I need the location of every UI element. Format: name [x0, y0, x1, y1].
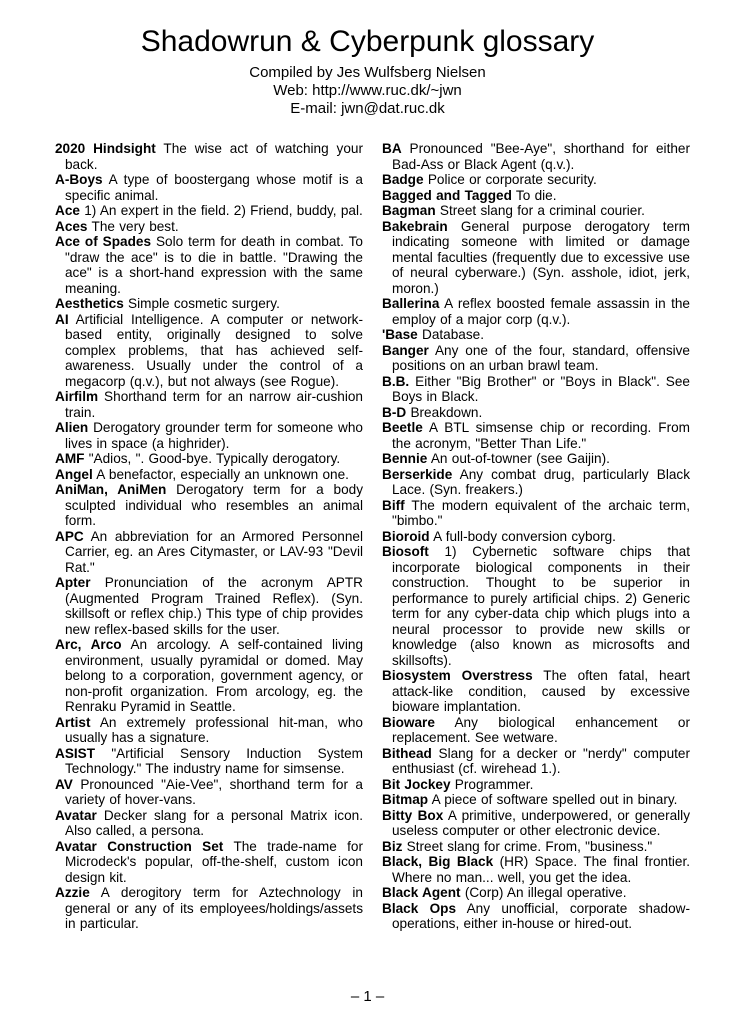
- glossary-column-right: [382, 141, 690, 932]
- glossary-entry: B.B. Either "Big Brother" or "Boys in Black". See Boys in Black.: [382, 373, 690, 404]
- glossary-entry: Avatar Decker slang for a personal Matrix icon. Also called, a persona.: [55, 807, 363, 838]
- glossary-entry: Bioroid A full-body conversion cyborg.: [382, 528, 616, 544]
- glossary-term: AV: [55, 776, 73, 792]
- glossary-entry: Bagman Street slang for a criminal courier.: [382, 203, 645, 218]
- glossary-entry: Avatar Construction Set The trade-name for Microdeck's popular, off-the-shelf, custom icon design kit.: [55, 838, 364, 885]
- glossary-entry: Ballerina A reflex boosted female assassin in the employ of a major corp (q.v.).: [382, 296, 690, 327]
- glossary-entry: Airfilm Shorthand term for an narrow air-cushion train.: [55, 389, 363, 420]
- glossary-entry: Angel A benefactor, especially an unknown one.: [55, 466, 349, 482]
- glossary-term: Biosoft: [382, 544, 429, 559]
- glossary-entry: Bennie An out-of-towner (see Gaijin).: [382, 451, 610, 466]
- glossary-entry: B-D Breakdown.: [382, 404, 483, 420]
- glossary-entry: AI Artificial Intelligence. A computer or network-based entity, originally designed to solve complex problems, that has achieved self-awareness. Usually under the control of a megacorp (q.v.), but not always (see Rogue).: [55, 311, 363, 389]
- glossary-term: Airfilm: [55, 389, 99, 404]
- glossary-term: Ace: [55, 203, 80, 218]
- compiled-by-line: Compiled by Jes Wulfsberg Nielsen: [249, 64, 486, 81]
- glossary-term: Banger: [382, 342, 429, 358]
- glossary-term: BA: [382, 141, 402, 156]
- glossary-entry: Bitty Box A primitive, underpowered, or generally useless computer or other electronic device.: [382, 807, 690, 838]
- glossary-term: Bennie: [382, 451, 428, 466]
- glossary-entry: Ace of Spades Solo term for death in combat. To "draw the ace" is to die in battle. "Drawing the ace" is a short-hand expression with the same meaning.: [55, 234, 363, 296]
- glossary-entry: Bitmap A piece of software spelled out in binary.: [382, 792, 678, 807]
- glossary-term: Bithead: [382, 745, 432, 761]
- document-header: [0, 0, 735, 118]
- glossary-term: Bagman: [382, 203, 436, 218]
- glossary-term: Alien: [55, 420, 89, 435]
- glossary-term: 'Base: [382, 327, 418, 342]
- glossary-entry: Banger Any one of the four, standard, offensive positions on an urban brawl team.: [382, 342, 690, 373]
- glossary-term: APC: [55, 528, 84, 544]
- glossary-term: Bagged and Tagged: [382, 187, 512, 203]
- glossary-term: 2020 Hindsight: [55, 141, 156, 156]
- glossary-entry: Black Agent (Corp) An illegal operative.: [382, 885, 627, 900]
- glossary-entry: 2020 Hindsight The wise act of watching your back.: [55, 141, 363, 172]
- glossary-entry: Bioware Any biological enhancement or replacement. See wetware.: [382, 714, 690, 745]
- glossary-term: Artist: [55, 714, 91, 730]
- glossary-term: Bioroid: [382, 528, 430, 544]
- glossary-term: Ballerina: [382, 296, 440, 311]
- glossary-term: Bioware: [382, 714, 435, 730]
- page-title: Shadowrun & Cyberpunk glossary: [140, 25, 595, 58]
- glossary-term: Arc, Arco: [55, 637, 122, 652]
- glossary-term: Azzie: [55, 885, 90, 900]
- glossary-entry: BA Pronounced "Bee-Aye", shorthand for either Bad-Ass or Black Agent (q.v.).: [382, 141, 690, 172]
- glossary-entry: Artist An extremely professional hit-man, who usually has a signature.: [55, 714, 363, 745]
- glossary-entry: Black, Big Black (HR) Space. The final frontier. Where no man... well, you get the idea.: [382, 854, 690, 885]
- glossary-entry: Bakebrain General purpose derogatory term indicating someone with limited or damage mental faculties (frequently due to excessive use of neural cyberware.) (Syn. asshole, idiot, jerk, moron.): [382, 218, 690, 296]
- glossary-entry: Alien Derogatory grounder term for someone who lives in space (a highrider).: [55, 420, 363, 451]
- glossary-term: Berserkide: [382, 466, 453, 482]
- glossary-term: Bakebrain: [382, 218, 448, 234]
- email-line: E-mail: jwn@dat.ruc.dk: [290, 100, 445, 117]
- glossary-entry: Aces The very best.: [55, 218, 179, 234]
- page-number: – 1 –: [350, 988, 385, 1005]
- glossary-term: AMF: [55, 451, 85, 466]
- glossary-entry: Biosystem Overstress The often fatal, heart attack-like condition, caused by excessive bioware implantation.: [382, 668, 690, 714]
- glossary-term: AniMan, AniMen: [55, 482, 167, 497]
- glossary-entry: 'Base Database.: [382, 327, 484, 342]
- glossary-term: Bitmap: [382, 792, 429, 807]
- glossary-term: Avatar: [55, 807, 97, 823]
- glossary-entry: Bit Jockey Programmer.: [382, 776, 534, 792]
- glossary-entry: Berserkide Any combat drug, particularly Black Lace. (Syn. freakers.): [382, 466, 690, 497]
- glossary-entry: ASIST "Artificial Sensory Induction System Technology." The industry name for simsense.: [55, 745, 363, 776]
- glossary-entry: Black Ops Any unofficial, corporate shadow-operations, either in-house or hired-out.: [382, 900, 690, 931]
- glossary-entry: Ace 1) An expert in the field. 2) Friend, buddy, pal.: [55, 203, 363, 218]
- glossary-term: AI: [55, 311, 69, 327]
- glossary-term: Ace of Spades: [55, 234, 152, 249]
- page-footer: [0, 988, 735, 1006]
- glossary-term: B.B.: [382, 373, 410, 389]
- glossary-term: Bit Jockey: [382, 776, 451, 792]
- glossary-entry: Biz Street slang for crime. From, "business.": [382, 838, 653, 854]
- glossary-entry: Aesthetics Simple cosmetic surgery.: [55, 296, 280, 311]
- glossary-term: Bitty Box: [382, 807, 444, 823]
- glossary-entry: Badge Police or corporate security.: [382, 172, 597, 187]
- glossary-entry: AV Pronounced "Aie-Vee", shorthand term for a variety of hover-vans.: [55, 776, 363, 807]
- glossary-term: Beetle: [382, 420, 423, 435]
- glossary-entry: Biff The modern equivalent of the archaic term, "bimbo.": [382, 497, 690, 528]
- glossary-entry: Biosoft 1) Cybernetic software chips that incorporate biological components in their construction. Thought to be superior in performance to purely artificial chips. 2) Generic term for any cyber-data chip which plugs into a neural processor to provide new skills or knowledge (also known as microsofts and skillsofts).: [382, 544, 690, 668]
- glossary-term: Black, Big Black: [382, 854, 494, 869]
- glossary-entry: Bagged and Tagged To die.: [382, 187, 557, 203]
- glossary-entry: Apter Pronunciation of the acronym APTR (Augmented Program Trained Reflex). (Syn. skillsoft or reflex chip.) This type of chip provides new reflex-based skills for the user.: [55, 575, 363, 637]
- glossary-entry: Azzie A derogitory term for Aztechnology in general or any of its employees/holdings/assets in particular.: [55, 885, 363, 931]
- glossary-term: Aces: [55, 218, 88, 234]
- glossary-entry: Arc, Arco An arcology. A self-contained living environment, usually pyramidal or domed. May belong to a corporation, government agency, or non-profit organization. From arcology, eg. the Renraku Pyramid in Seattle.: [55, 637, 364, 714]
- glossary-term: Biff: [382, 497, 405, 513]
- glossary-term: Black Agent: [382, 885, 461, 900]
- glossary-entry: APC An abbreviation for an Armored Personnel Carrier, eg. an Ares Citymaster, or LAV-93 "Devil Rat.": [55, 528, 363, 575]
- glossary-term: Biosystem Overstress: [382, 668, 533, 683]
- glossary-entry: AniMan, AniMen Derogatory term for a body sculpted individual who resembles an animal form.: [55, 482, 363, 528]
- glossary-columns: [55, 141, 690, 932]
- glossary-term: ASIST: [55, 745, 96, 761]
- glossary-term: Biz: [382, 838, 403, 854]
- glossary-term: Badge: [382, 172, 424, 187]
- glossary-entry: A-Boys A type of boostergang whose motif is a specific animal.: [55, 172, 363, 203]
- glossary-term: Avatar Construction Set: [55, 838, 224, 854]
- glossary-term: Angel: [55, 466, 93, 482]
- glossary-entry: AMF "Adios, ". Good-bye. Typically derogatory.: [55, 451, 341, 466]
- glossary-entry: Bithead Slang for a decker or "nerdy" computer enthusiast (cf. wirehead 1.).: [382, 745, 690, 776]
- glossary-column-left: [55, 141, 363, 932]
- glossary-term: A-Boys: [55, 172, 103, 187]
- glossary-entry: Beetle A BTL simsense chip or recording. From the acronym, "Better Than Life.": [382, 420, 690, 451]
- glossary-term: Black Ops: [382, 900, 457, 916]
- glossary-term: B-D: [382, 404, 407, 420]
- web-line: Web: http://www.ruc.dk/~jwn: [273, 82, 462, 99]
- glossary-term: Apter: [55, 575, 91, 590]
- glossary-term: Aesthetics: [55, 296, 124, 311]
